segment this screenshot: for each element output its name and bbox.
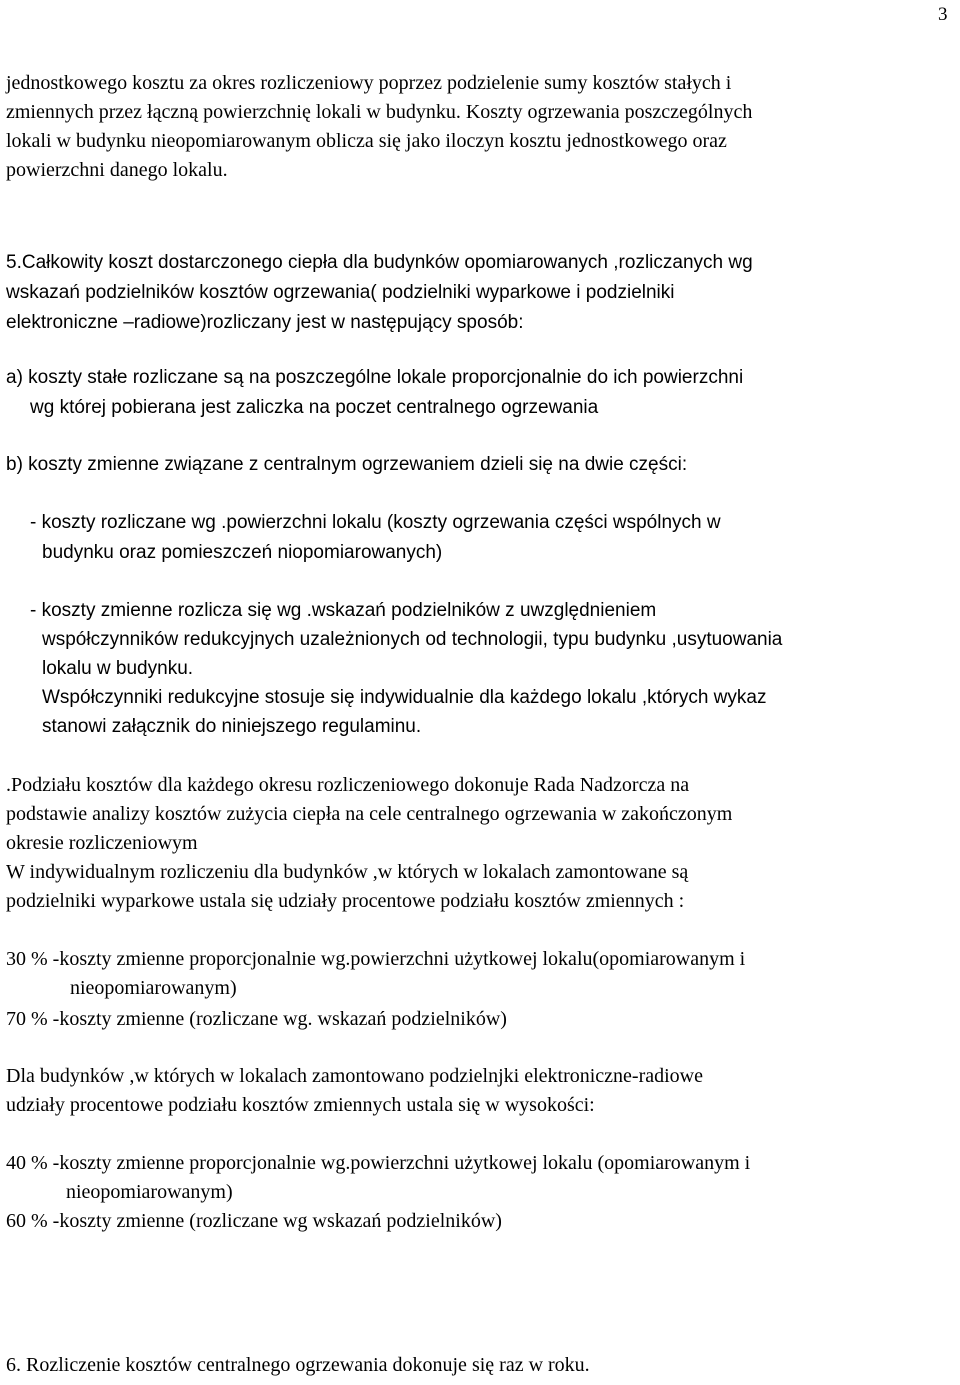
- text-line: wg której pobierana jest zaliczka na poczet centralnego ogrzewania: [30, 397, 599, 418]
- dash-item-readings: - koszty zmienne rozlicza się wg .wskazań podzielników z uwzględnieniem: [30, 600, 657, 621]
- text-line: podzielniki wyparkowe ustala się udziały procentowe podziału kosztów zmiennych :: [6, 890, 685, 912]
- text-line: nieopomiarowanym): [66, 1181, 233, 1203]
- page-number: 3: [938, 4, 948, 25]
- split-line-30: 30 % -koszty zmienne proporcjonalnie wg.powierzchni użytkowej lokalu(opomiarowanym i: [6, 948, 746, 970]
- item-b: b) koszty zmienne związane z centralnym ogrzewaniem dzieli się na dwie części:: [6, 454, 688, 475]
- text-line: lokalu w budynku.: [42, 658, 194, 679]
- split-line-70: 70 % -koszty zmienne (rozliczane wg. wskazań podzielników): [6, 1008, 507, 1030]
- text-line: Współczynniki redukcyjne stosuje się indywidualnie dla każdego lokalu ,których wykaz: [42, 687, 767, 708]
- dash-item-area: - koszty rozliczane wg .powierzchni lokalu (koszty ogrzewania części wspólnych w: [30, 512, 721, 533]
- split-line-60: 60 % -koszty zmienne (rozliczane wg wskazań podzielników): [6, 1210, 502, 1232]
- text-line: podstawie analizy kosztów zużycia ciepła na cele centralnego ogrzewania w zakończonym: [6, 803, 733, 825]
- text-line: jednostkowego kosztu za okres rozliczeniowy poprzez podzielenie sumy kosztów stałych i: [6, 72, 732, 94]
- text-line: W indywidualnym rozliczeniu dla budynków ,w których w lokalach zamontowane są: [6, 861, 689, 883]
- text-line: powierzchni danego lokalu.: [6, 159, 228, 181]
- text-line: Dla budynków ,w których w lokalach zamontowano podzielnjki elektroniczne-radiowe: [6, 1065, 704, 1087]
- text-line: elektroniczne –radiowe)rozliczany jest w następujący sposób:: [6, 312, 524, 333]
- text-line: .Podziału kosztów dla każdego okresu rozliczeniowego dokonuje Rada Nadzorcza na: [6, 774, 690, 796]
- text-line: stanowi załącznik do niniejszego regulaminu.: [42, 716, 422, 737]
- text-line: budynku oraz pomieszczeń niopomiarowanych): [42, 542, 443, 563]
- text-line: współczynników redukcyjnych uzależnionych od technologii, typu budynku ,usytuowania: [42, 629, 783, 650]
- text-line: wskazań podzielników kosztów ogrzewania( podzielniki wyparkowe i podzielniki: [6, 282, 675, 303]
- item-a: a) koszty stałe rozliczane są na poszczególne lokale proporcjonalnie do ich powierzchni: [6, 367, 744, 388]
- text-line: okresie rozliczeniowym: [6, 832, 198, 854]
- text-line: zmiennych przez łączną powierzchnię lokali w budynku. Koszty ogrzewania poszczególnych: [6, 101, 753, 123]
- text-line: lokali w budynku nieopomiarowanym oblicza się jako iloczyn kosztu jednostkowego oraz: [6, 130, 727, 152]
- split-line-40: 40 % -koszty zmienne proporcjonalnie wg.powierzchni użytkowej lokalu (opomiarowanym i: [6, 1152, 751, 1174]
- section-6: 6. Rozliczenie kosztów centralnego ogrzewania dokonuje się raz w roku.: [6, 1354, 590, 1376]
- text-line: nieopomiarowanym): [70, 977, 237, 999]
- section-5-heading: 5.Całkowity koszt dostarczonego ciepła dla budynków opomiarowanych ,rozliczanych wg: [6, 252, 753, 273]
- text-line: udziały procentowe podziału kosztów zmiennych ustala się w wysokości:: [6, 1094, 595, 1116]
